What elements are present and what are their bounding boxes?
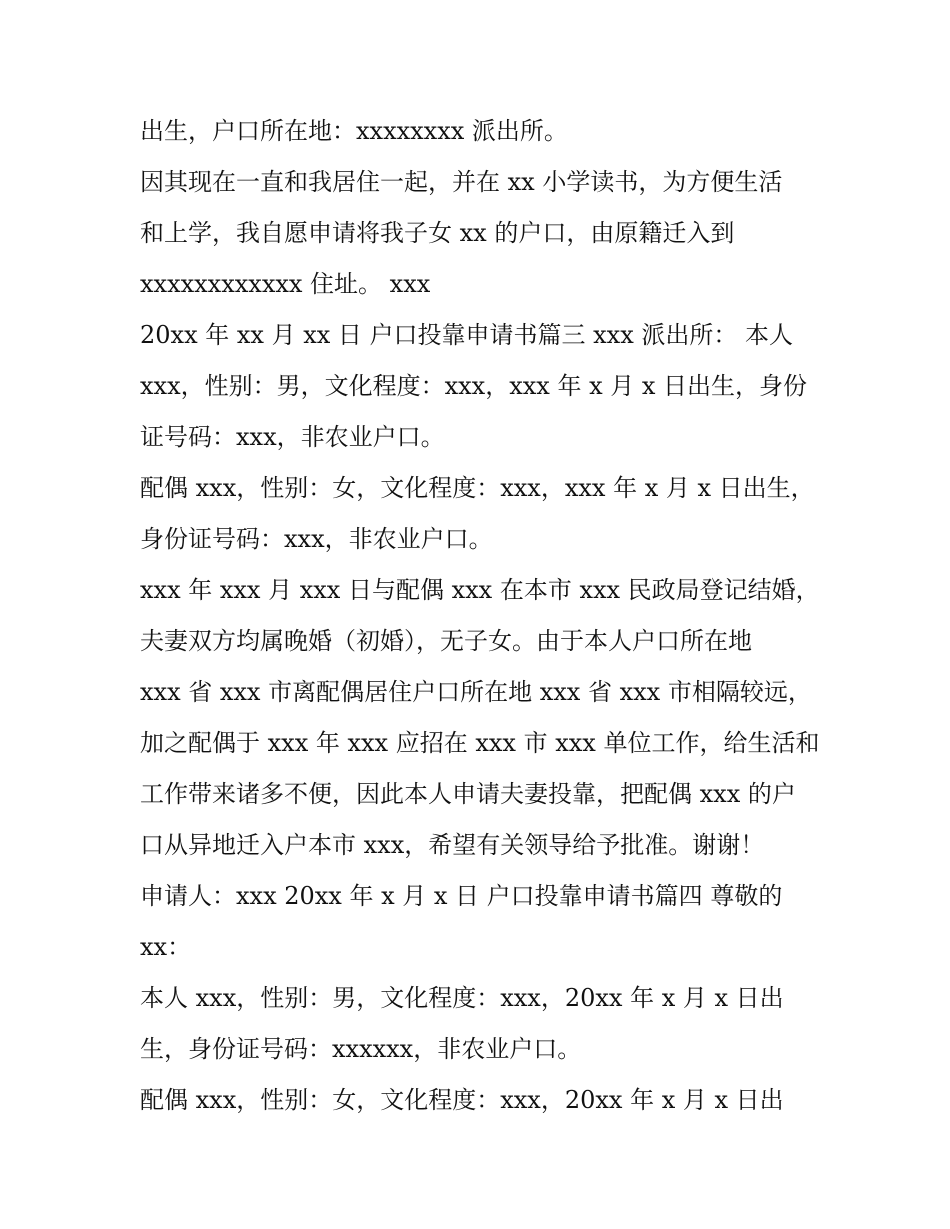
text-line: 加之配偶于 xxx 年 xxx 应招在 xxx 市 xxx 单位工作，给生活和 — [140, 729, 820, 757]
text-line: 身份证号码：xxx，非农业户口。 — [140, 525, 493, 553]
text-line: 生，身份证号码：xxxxxx，非农业户口。 — [140, 1035, 582, 1063]
text-line: 证号码：xxx，非农业户口。 — [140, 423, 445, 451]
text-line: xxx 年 xxx 月 xxx 日与配偶 xxx 在本市 xxx 民政局登记结婚， — [140, 576, 820, 604]
text-line: 配偶 xxx，性别：女，文化程度：xxx，20xx 年 x 月 x 日出 — [140, 1086, 784, 1114]
text-line: 出生，户口所在地：xxxxxxxx 派出所。 — [140, 117, 568, 145]
text-line: xxx，性别：男，文化程度：xxx，xxx 年 x 月 x 日出生，身份 — [140, 372, 808, 400]
text-line: 配偶 xxx，性别：女，文化程度：xxx，xxx 年 x 月 x 日出生， — [140, 474, 815, 502]
text-line: 本人 xxx，性别：男，文化程度：xxx，20xx 年 x 月 x 日出 — [140, 984, 784, 1012]
text-line: 20xx 年 xx 月 xx 日 户口投靠申请书篇三 xxx 派出所： 本人 — [140, 321, 794, 349]
text-line: xxx 省 xxx 市离配偶居住户口所在地 xxx 省 xxx 市相隔较远， — [140, 678, 812, 706]
text-line: xxxxxxxxxxxx 住址。 xxx — [140, 270, 431, 298]
text-line: 和上学，我自愿申请将我子女 xx 的户口，由原籍迁入到 — [140, 219, 735, 247]
document-body — [140, 106, 820, 1126]
text-line: 申请人：xxx 20xx 年 x 月 x 日 户口投靠申请书篇四 尊敬的 — [140, 882, 783, 910]
text-line: xx： — [140, 933, 192, 961]
text-line: 口从异地迁入户本市 xxx，希望有关领导给予批准。谢谢！ — [140, 831, 765, 859]
text-line: 因其现在一直和我居住一起，并在 xx 小学读书，为方便生活 — [140, 168, 783, 196]
text-line: 工作带来诸多不便，因此本人申请夫妻投靠，把配偶 xxx 的户 — [140, 780, 796, 808]
text-line: 夫妻双方均属晚婚（初婚），无子女。由于本人户口所在地 — [140, 627, 752, 655]
